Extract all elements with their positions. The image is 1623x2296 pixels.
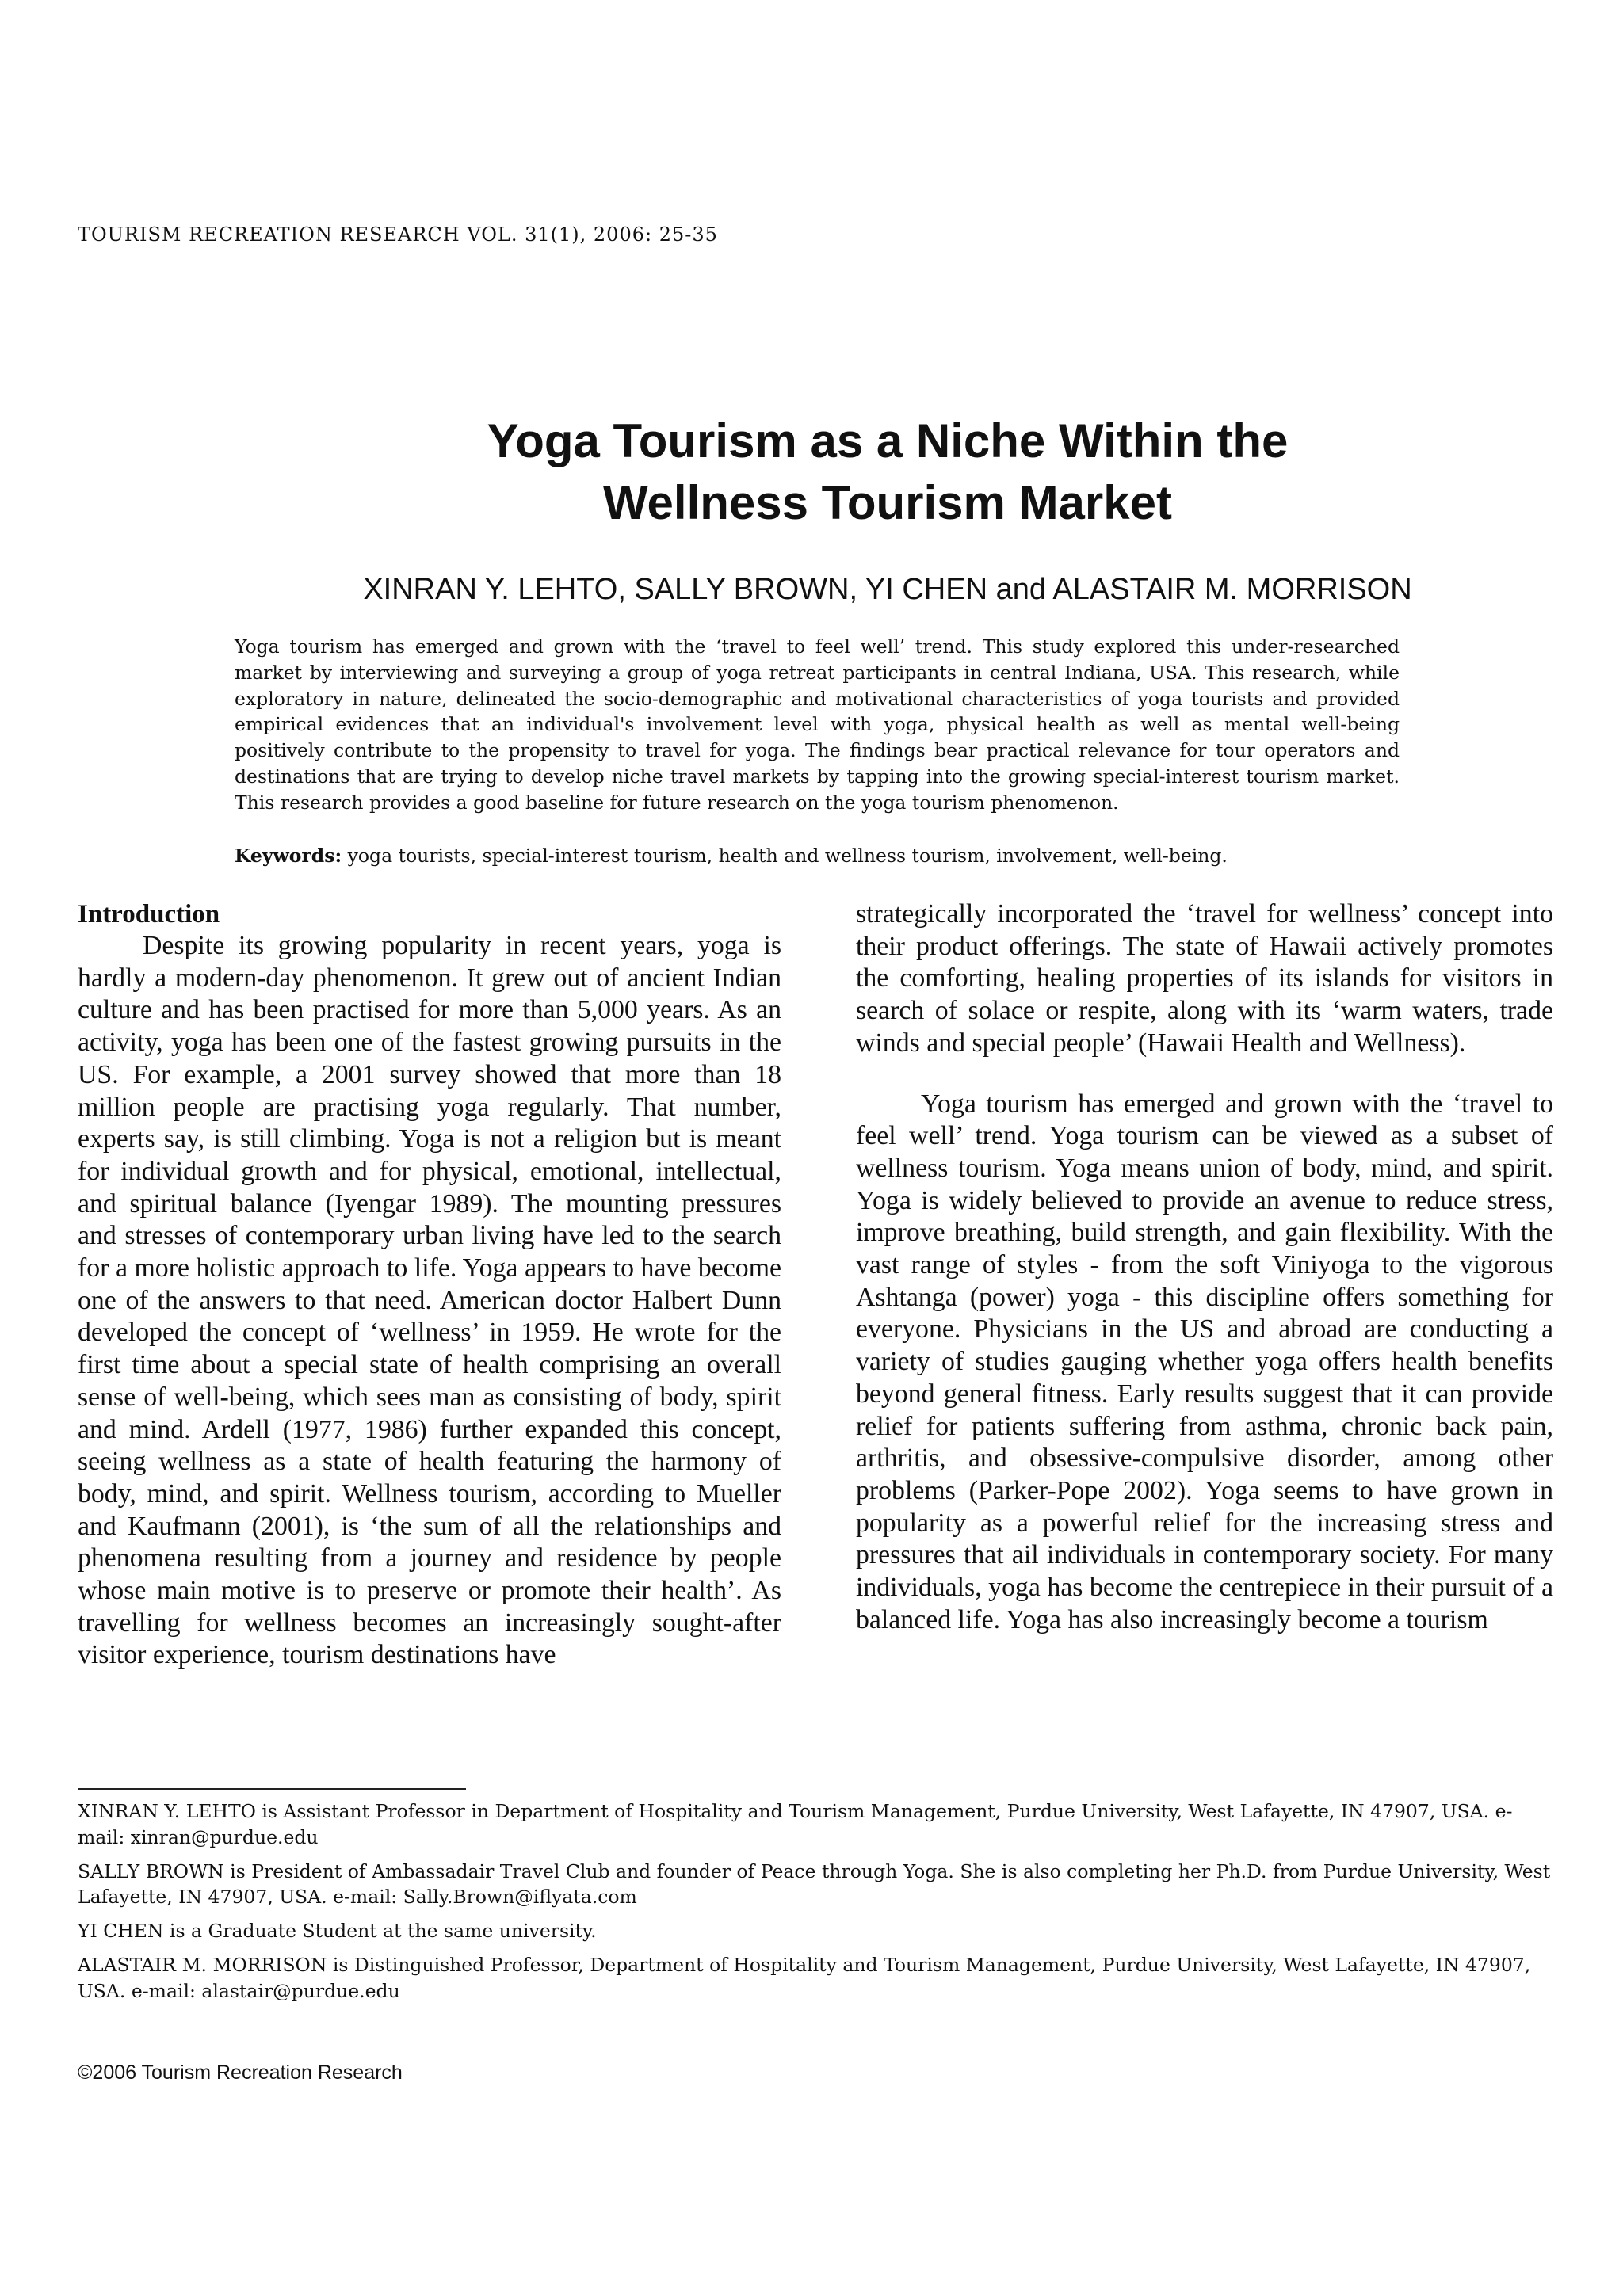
keywords <box>235 843 1400 868</box>
footnote: ALASTAIR M. MORRISON is Distinguished Professor, Department of Hospitality and Tourism Management, Purdue University, West Lafayette, IN 47907, USA. e-mail: alastair@purdue.edu <box>78 1953 1531 2002</box>
abstract: Yoga tourism has emerged and grown with the ‘travel to feel well’ trend. This study explored this under-researched market by interviewing and surveying a group of yoga retreat participants in central Indiana, USA. This research, while exploratory in nature, delineated the socio-demographic and motivational characteristics of yoga tourists and provided empirical evidences that an individual's involvement level with yoga, physical health as well as mental well-being positively contribute to the propensity to travel for yoga. The findings bear practical relevance for tour operators and destinations that are trying to develop niche travel markets by tapping into the growing special-interest tourism market. This research provides a good baseline for future research on the yoga tourism phenomenon. <box>235 635 1400 814</box>
author-list: XINRAN Y. LEHTO, SALLY BROWN, YI CHEN and ALASTAIR M. MORRISON <box>363 573 1412 606</box>
footnote: YI CHEN is a Graduate Student at the same university. <box>78 1920 597 1943</box>
paper-title <box>238 410 1537 534</box>
footnote: XINRAN Y. LEHTO is Assistant Professor in Department of Hospitality and Tourism Management, Purdue University, West Lafayette, IN 47907, USA. e-mail: xinran@purdue.edu <box>78 1800 1513 1848</box>
body-paragraph: strategically incorporated the ‘travel for wellness’ concept into their product offerings. The state of Hawaii actively promotes the comforting, healing properties of its islands for visitors in search of solace or respite, along with its ‘warm waters, trade winds and special people’ (Hawaii Health and Wellness). <box>856 899 1553 1058</box>
section-heading-introduction: Introduction <box>78 900 220 929</box>
body-paragraph: Despite its growing popularity in recent years, yoga is hardly a modern-day phenomenon. It grew out of ancient Indian culture and has been practised for more than 5,000 years. As an activity, yoga has been one of the fastest growing pursuits in the US. For example, a 2001 survey showed that more than 18 million people are practising yoga regularly. That number, experts say, is still climbing. Yoga is not a religion but is meant for individual growth and for physical, emotional, intellectual, and spiritual balance (Iyengar 1989). The mounting pressures and stresses of contemporary urban living have led to the search for a more holistic approach to life. Yoga appears to have become one of the answers to that need. American doctor Halbert Dunn developed the concept of ‘wellness’ in 1959. He wrote for the first time about a special state of health comprising an overall sense of well-being, which sees man as consisting of body, spirit and mind. Ardell (1977, 1986) further expanded this concept, seeing wellness as a state of health featuring the harmony of body, mind, and spirit. Wellness tourism, according to Mueller and Kaufmann (2001), is ‘the sum of all the relationships and phenomena resulting from a journey and residence by people whose main motive is to preserve or promote their health’. As travelling for wellness becomes an increasingly sought-after visitor experience, tourism destinations have <box>78 931 781 1670</box>
title-line-2: Wellness Tourism Market <box>602 476 1172 529</box>
title-line-1: Yoga Tourism as a Niche Within the <box>487 414 1289 467</box>
copyright-notice: ©2006 Tourism Recreation Research <box>78 2061 403 2084</box>
keywords-text: yoga tourists, special-interest tourism, health and wellness tourism, involvement, well-being. <box>347 845 1228 867</box>
journal-header: TOURISM RECREATION RESEARCH VOL. 31(1), 2006: 25-35 <box>78 223 718 246</box>
footnote: SALLY BROWN is President of Ambassadair Travel Club and founder of Peace through Yoga. She is also completing her Ph.D. from Purdue University, West Lafayette, IN 47907, USA. e-mail: Sally.Brown@iflyata.com <box>78 1859 1551 1909</box>
body-paragraph: Yoga tourism has emerged and grown with the ‘travel to feel well’ trend. Yoga tourism can be viewed as a subset of wellness tourism. Yoga means union of body, mind, and spirit. Yoga is widely believed to provide an avenue to reduce stress, improve breathing, build strength, and gain flexibility. With the vast range of styles - from the soft Viniyoga to the vigorous Ashtanga (power) yoga - this discipline offers something for everyone. Physicians in the US and abroad are conducting a variety of studies gauging whether yoga offers health benefits beyond general fitness. Early results suggest that it can provide relief for patients suffering from asthma, chronic back pain, arthritis, and obsessive-compulsive disorder, among other problems (Parker-Pope 2002). Yoga seems to have grown in popularity as a powerful relief for the increasing stress and pressures that ail individuals in contemporary society. For many individuals, yoga has become the centrepiece in their pursuit of a balanced life. Yoga has also increasingly become a tourism <box>856 1089 1553 1634</box>
keywords-label: Keywords: <box>235 845 342 867</box>
body-column-left <box>78 898 781 1672</box>
body-column-right <box>856 898 1553 1636</box>
footnote-divider <box>78 1788 466 1790</box>
author-footnotes <box>78 1798 1553 2012</box>
